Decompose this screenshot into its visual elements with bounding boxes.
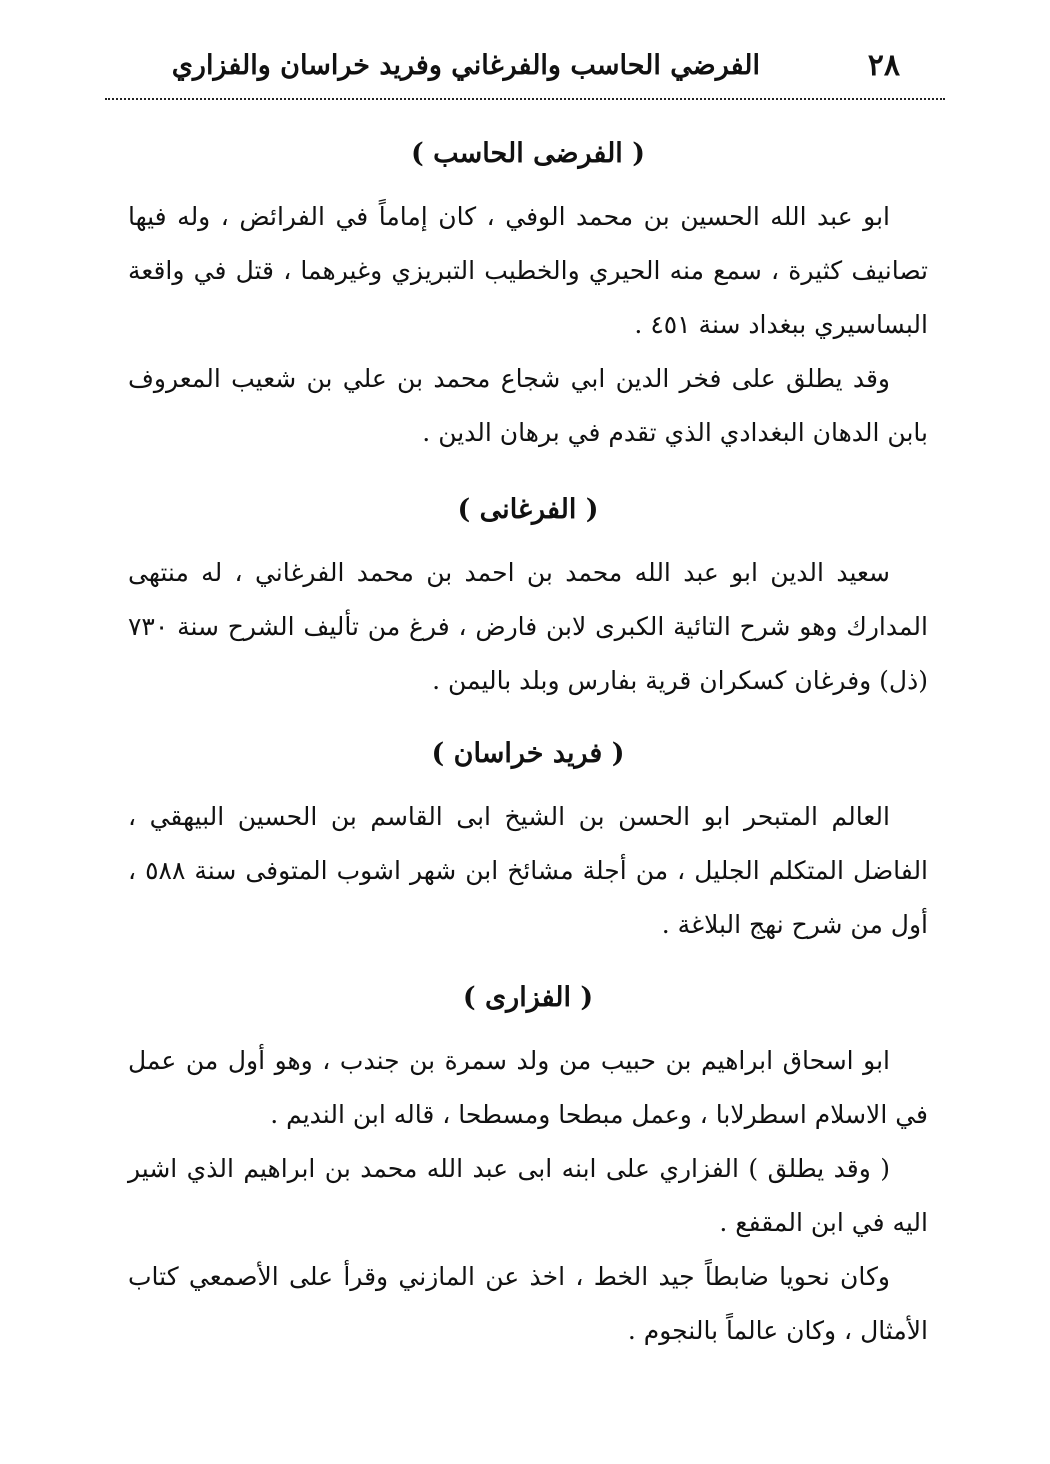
section-gap — [128, 460, 928, 488]
section-al-farghani — [128, 488, 928, 708]
section-heading: ( فريد خراسان ) — [431, 738, 625, 769]
entry-paragraph: وكان نحويا ضابطاً جيد الخط ، اخذ عن المازني وقرأ على الأصمعي كتاب الأمثال ، وكان عالماً بالنجوم . — [128, 1262, 928, 1345]
entry-paragraph: وقد يطلق على فخر الدين ابي شجاع محمد بن علي بن شعيب المعروف بابن الدهان البغدادي الذي تقدم في برهان الدين . — [128, 364, 928, 447]
entry-paragraph: ( وقد يطلق ) الفزاري على ابنه ابى عبد الله محمد بن ابراهيم الذي اشير اليه في ابن المقفع . — [128, 1154, 928, 1237]
header-dotted-rule — [105, 98, 945, 100]
section-heading: ( الفرضى الحاسب ) — [411, 138, 645, 169]
section-heading: ( الفرغانى ) — [457, 494, 599, 525]
running-head — [120, 42, 940, 98]
page-body — [128, 132, 928, 1358]
section-al-faradi — [128, 132, 928, 460]
section-gap — [128, 952, 928, 976]
entry-paragraph: ابو عبد الله الحسين بن محمد الوفي ، كان إماماً في الفرائض ، وله فيها تصانيف كثيرة ، سمع منه الحيري والخطيب التبريزي وغيرهما ، قتل في واقعة البساسيري ببغداد سنة ٤٥١ . — [128, 202, 928, 339]
page-number: ٢٨ — [867, 48, 900, 83]
section-al-fazari — [128, 976, 928, 1358]
running-title: الفرضي الحاسب والفرغاني وفريد خراسان والفزاري — [171, 50, 760, 81]
section-gap — [128, 708, 928, 732]
section-heading: ( الفزارى ) — [462, 982, 594, 1013]
section-farid-khorasan — [128, 732, 928, 952]
entry-paragraph: سعيد الدين ابو عبد الله محمد بن احمد بن محمد الفرغاني ، له منتهى المدارك وهو شرح التائية الكبرى لابن فارض ، فرغ من تأليف الشرح سنة ٧٣٠ (ذل) وفرغان كسكران قرية بفارس وبلد باليمن . — [128, 558, 928, 695]
entry-paragraph: العالم المتبحر ابو الحسن بن الشيخ ابى القاسم بن الحسين البيهقي ، الفاضل المتكلم الجليل ، من أجلة مشائخ ابن شهر اشوب المتوفى سنة ٥٨٨ ، أول من شرح نهج البلاغة . — [128, 802, 929, 939]
entry-paragraph: ابو اسحاق ابراهيم بن حبيب من ولد سمرة بن جندب ، وهو أول من عمل في الاسلام اسطرلابا ، وعمل مبطحا ومسطحا ، قاله ابن النديم . — [128, 1046, 928, 1129]
